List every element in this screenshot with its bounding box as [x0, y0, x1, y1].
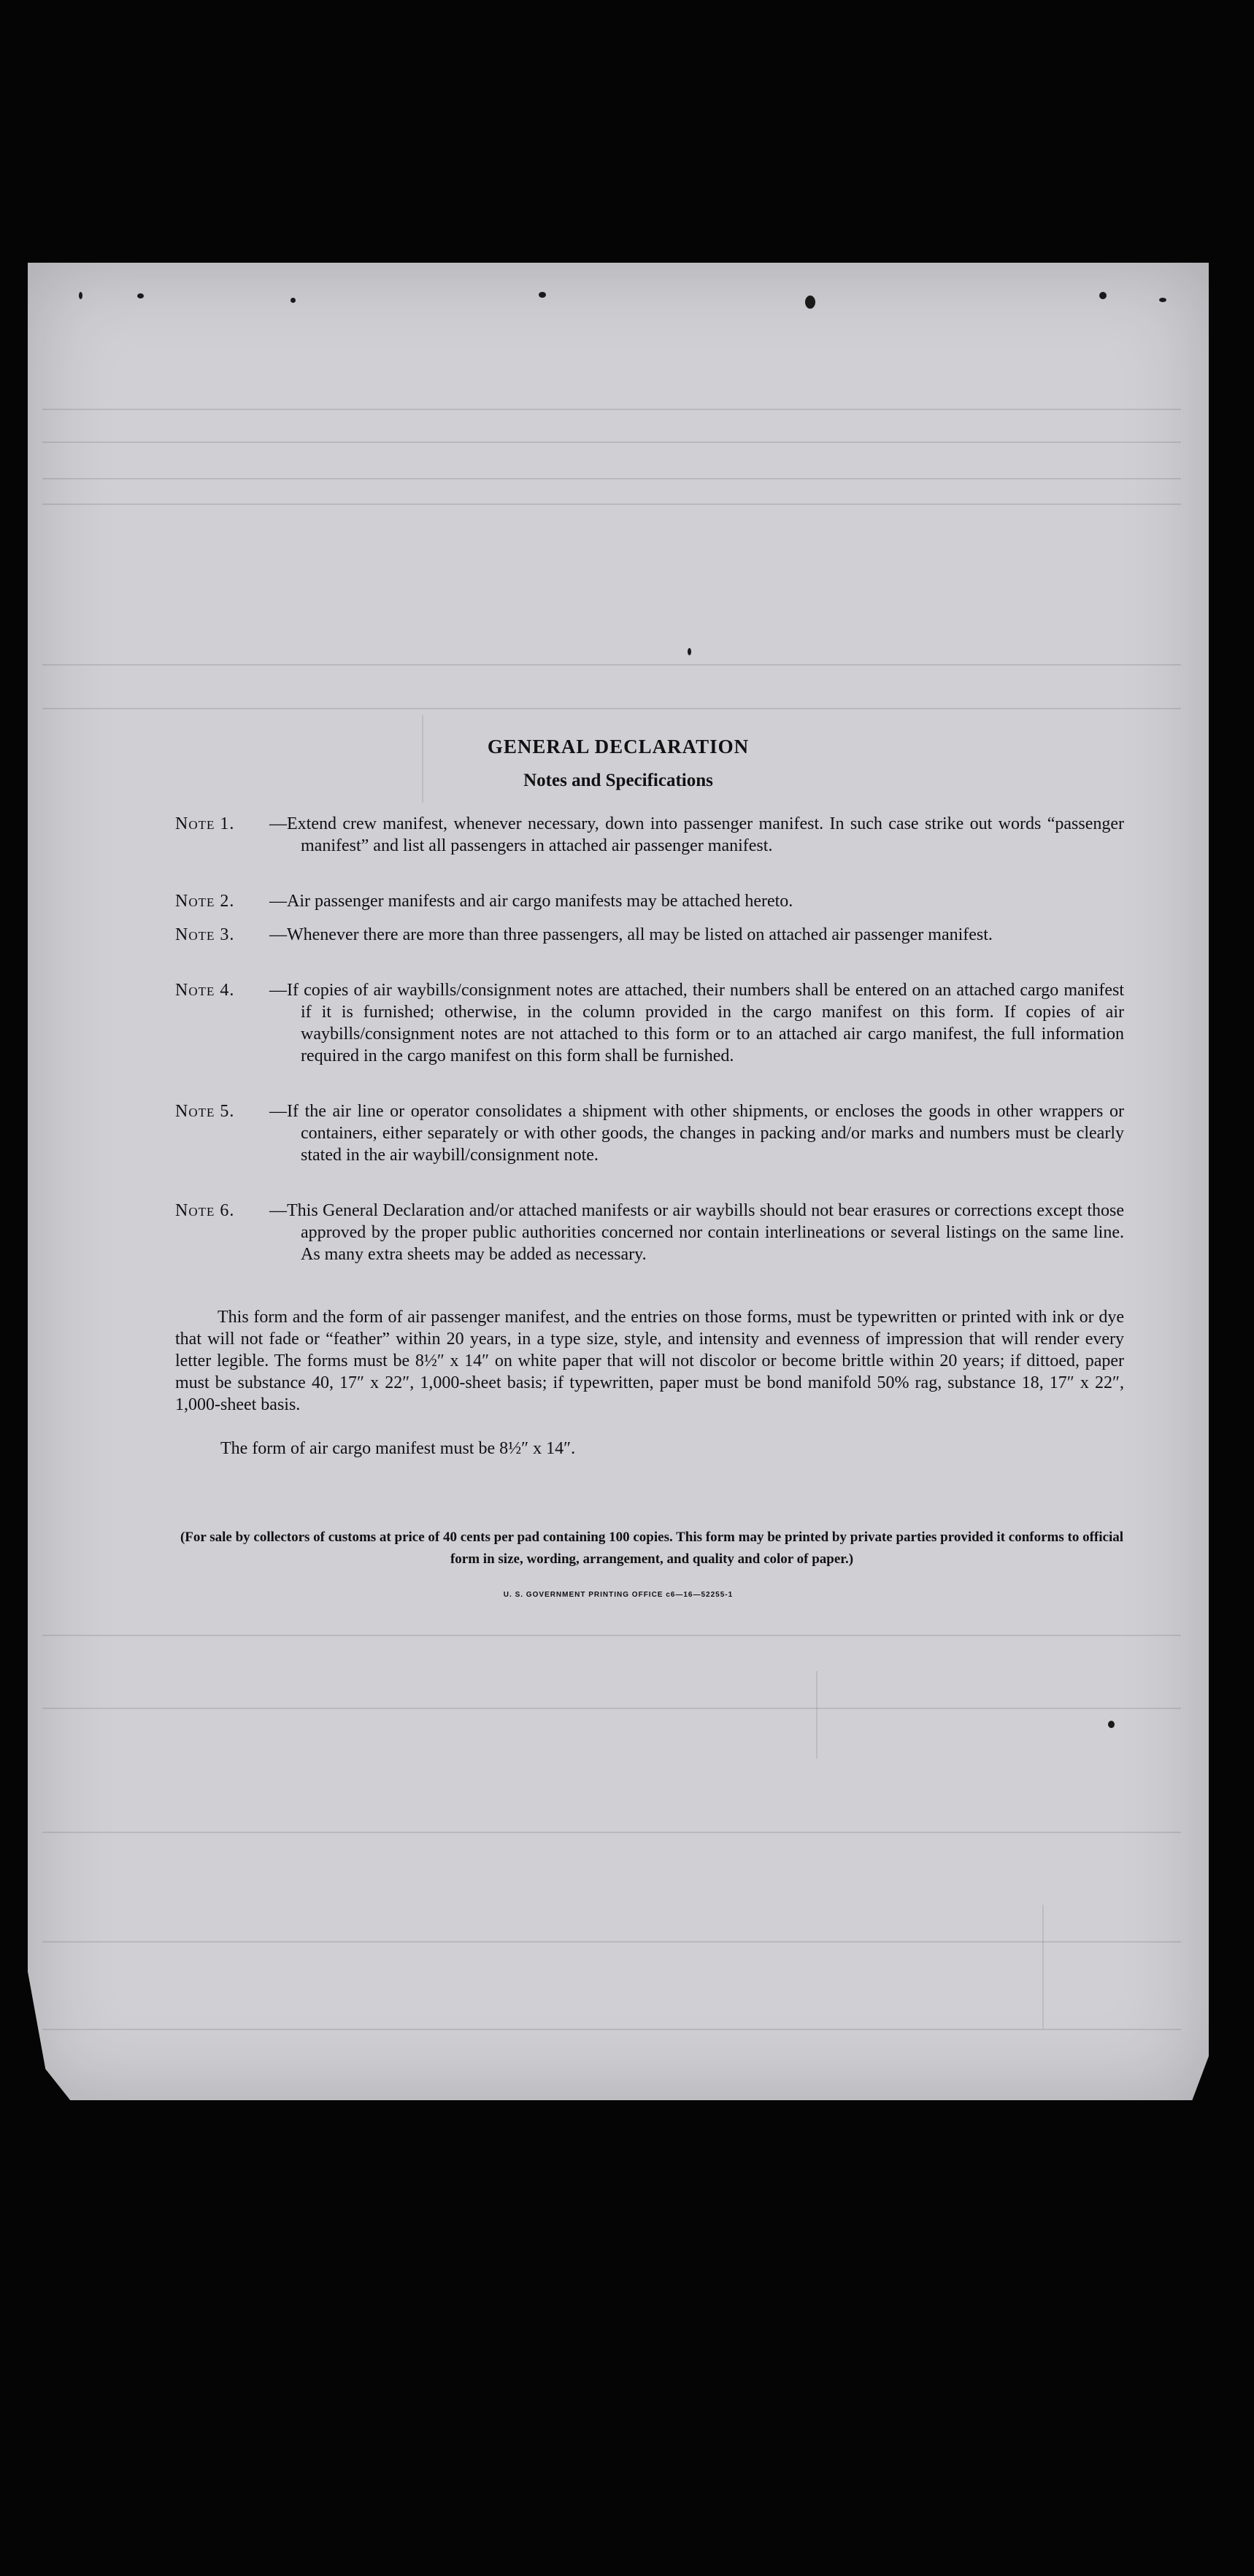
note-3 [175, 924, 1124, 946]
note-label: Note 5. [175, 1102, 235, 1121]
printing-office-imprint: U. S. GOVERNMENT PRINTING OFFICE c6—16—52255-1 [503, 1591, 734, 1599]
note-text: —Air passenger manifests and air cargo manifests may be attached hereto. [269, 892, 793, 911]
note-1 [175, 813, 1124, 857]
note-text: —This General Declaration and/or attached manifests or air waybills should not bear erasures or corrections except those approved by the proper public authorities concerned nor contain interlineations or several listings on the same line. As many extra sheets may be added as necessary. [269, 1201, 1124, 1264]
note-label: Note 2. [175, 892, 235, 911]
note-6 [175, 1200, 1124, 1265]
note-label: Note 4. [175, 981, 235, 1000]
note-label: Note 6. [175, 1201, 235, 1220]
note-2 [175, 890, 1124, 912]
document-text [28, 263, 1209, 2100]
note-5 [175, 1100, 1124, 1166]
note-text: —If the air line or operator consolidates a shipment with other shipments, or encloses the goods in other wrappers or containers, either separately or with other goods, the changes in packing and/or marks and numbers must be clearly stated in the air waybill/consignment note. [269, 1102, 1124, 1165]
note-label: Note 1. [175, 814, 235, 833]
cargo-manifest-size-line: The form of air cargo manifest must be 8½″ x 14″. [220, 1439, 576, 1458]
note-text: —Extend crew manifest, whenever necessary, down into passenger manifest. In such case strike out words “passenger manifest” and list all passengers in attached air passenger manifest. [269, 814, 1124, 855]
note-text: —If copies of air waybills/consignment notes are attached, their numbers shall be entered on an attached cargo manifest if it is furnished; otherwise, in the column provided in the cargo manifest on this form. If copies of air waybills/consignment notes are not attached to this form or to an attached air cargo manifest, the full information required in the cargo manifest on this form shall be furnished. [269, 981, 1124, 1065]
form-requirements-paragraph: This form and the form of air passenger manifest, and the entries on those forms, must be typewritten or printed with ink or dye that will not fade or “feather” within 20 years, in a type size, style, and intensity and evenness of impression that will render every letter legible. The forms must be 8½″ x 14″ on white paper that will not discolor or become brittle within 20 years; if dittoed, paper must be substance 40, 17″ x 22″, 1,000-sheet basis; if typewritten, paper must be bond manifold 50% rag, substance 18, 17″ x 22″, 1,000-sheet basis. [175, 1308, 1124, 1414]
document-subtitle: Notes and Specifications [523, 771, 713, 790]
note-4 [175, 979, 1124, 1067]
document-title: GENERAL DECLARATION [487, 736, 750, 757]
sale-notice: (For sale by collectors of customs at price of 40 cents per pad containing 100 copies. This form may be printed by private parties provided it conforms to official form in size, wording, arrangement, and quality and color of paper.) [180, 1530, 1124, 1567]
note-text: —Whenever there are more than three passengers, all may be listed on attached air passenger manifest. [269, 925, 993, 944]
note-label: Note 3. [175, 925, 235, 944]
